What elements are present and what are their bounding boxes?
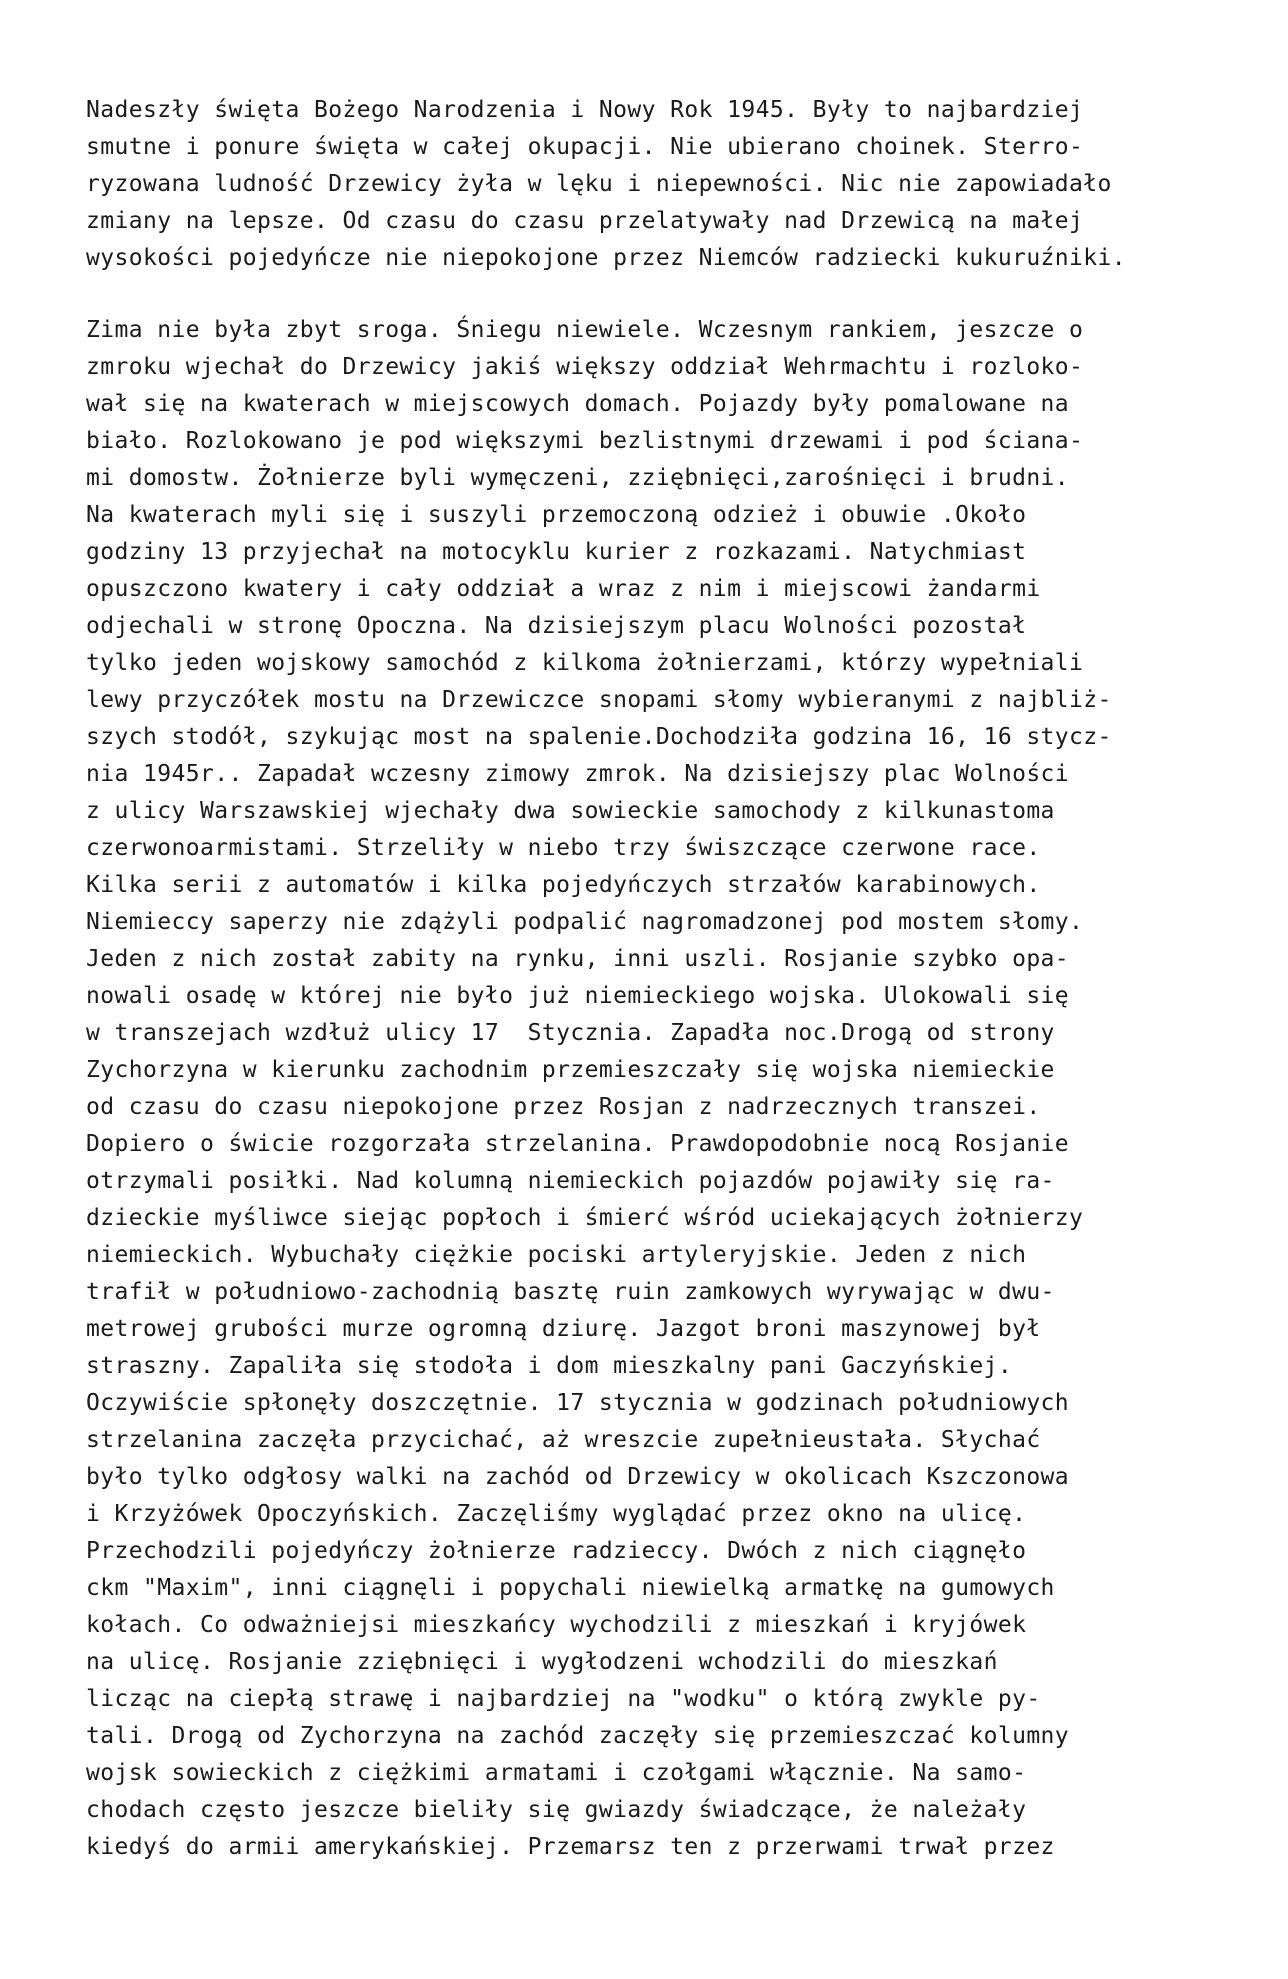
- text-line: czerwonoarmistami. Strzeliły w niebo trzy świszczące czerwone race.: [86, 835, 1041, 861]
- text-line: Niemieccy saperzy nie zdążyli podpalić nagromadzonej pod mostem słomy.: [86, 909, 1084, 935]
- text-line: lewy przyczółek mostu na Drzewiczce snopami słomy wybieranymi z najbliż-: [86, 687, 1112, 713]
- text-line: straszny. Zapaliła się stodoła i dom mieszkalny pani Gaczyńskiej.: [86, 1353, 1013, 1379]
- text-line: dzieckie myśliwce siejąc popłoch i śmierć wśród uciekających żołnierzy: [86, 1205, 1084, 1231]
- text-line: niemieckich. Wybuchały ciężkie pociski artyleryjskie. Jeden z nich: [86, 1242, 1027, 1268]
- text-line: kiedyś do armii amerykańskiej. Przemarsz ten z przerwami trwał przez: [86, 1834, 1055, 1860]
- text-line: i Krzyżówek Opoczyńskich. Zaczęliśmy wyglądać przez okno na ulicę.: [86, 1501, 1027, 1527]
- text-line: trafił w południowo-zachodnią basztę ruin zamkowych wyrywając w dwu-: [86, 1279, 1055, 1305]
- text-line: wysokości pojedyńcze nie niepokojone przez Niemców radziecki kukuruźniki.: [86, 245, 1127, 271]
- text-line: na ulicę. Rosjanie zziębnięci i wygłodzeni wchodzili do mieszkań: [86, 1649, 998, 1675]
- text-line: Oczywiście spłonęły doszczętnie. 17 stycznia w godzinach południowych: [86, 1390, 1070, 1416]
- paragraph-winter-january-1945: [86, 312, 1216, 1866]
- text-line: smutne i ponure święta w całej okupacji. Nie ubierano choinek. Sterro-: [86, 134, 1084, 160]
- text-line: kołach. Co odważniejsi mieszkańcy wychodzili z mieszkań i kryjówek: [86, 1612, 1027, 1638]
- text-line: Przechodzili pojedyńczy żołnierze radzieccy. Dwóch z nich ciągnęło: [86, 1538, 1027, 1564]
- text-line: w transzejach wzdłuż ulicy 17 Stycznia. Zapadła noc.Drogą od strony: [86, 1020, 1055, 1046]
- text-line: biało. Rozlokowano je pod większymi bezlistnymi drzewami i pod ściana-: [86, 428, 1084, 454]
- text-line: strzelanina zaczęła przycichać, aż wreszcie zupełnieustała. Słychać: [86, 1427, 1041, 1453]
- text-line: nowali osadę w której nie było już niemieckiego wojska. Ulokowali się: [86, 983, 1070, 1009]
- text-line: opuszczono kwatery i cały oddział a wraz z nim i miejscowi żandarmi: [86, 576, 1041, 602]
- paragraph-christmas-1945: [86, 92, 1216, 277]
- text-line: godziny 13 przyjechał na motocyklu kurier z rozkazami. Natychmiast: [86, 539, 1027, 565]
- text-line: wał się na kwaterach w miejscowych domach. Pojazdy były pomalowane na: [86, 391, 1070, 417]
- text-line: Kilka serii z automatów i kilka pojedyńczych strzałów karabinowych.: [86, 872, 1041, 898]
- text-line: Jeden z nich został zabity na rynku, inni uszli. Rosjanie szybko opa-: [86, 946, 1070, 972]
- text-line: odjechali w stronę Opoczna. Na dzisiejszym placu Wolności pozostał: [86, 613, 1027, 639]
- text-line: Dopiero o świcie rozgorzała strzelanina. Prawdopodobnie nocą Rosjanie: [86, 1131, 1070, 1157]
- text-line: zmroku wjechał do Drzewicy jakiś większy oddział Wehrmachtu i rozloko-: [86, 354, 1084, 380]
- text-line: Zychorzyna w kierunku zachodnim przemieszczały się wojska niemieckie: [86, 1057, 1055, 1083]
- text-line: tali. Drogą od Zychorzyna na zachód zaczęły się przemieszczać kolumny: [86, 1723, 1070, 1749]
- text-line: otrzymali posiłki. Nad kolumną niemieckich pojazdów pojawiły się ra-: [86, 1168, 1055, 1194]
- text-line: Zima nie była zbyt sroga. Śniegu niewiele. Wczesnym rankiem, jeszcze o: [86, 317, 1084, 343]
- text-line: metrowej grubości murze ogromną dziurę. Jazgot broni maszynowej był: [86, 1316, 1041, 1342]
- text-line: ryzowana ludność Drzewicy żyła w lęku i niepewności. Nic nie zapowiadało: [86, 171, 1112, 197]
- text-line: ckm "Maxim", inni ciągnęli i popychali niewielką armatkę na gumowych: [86, 1575, 1055, 1601]
- text-line: nia 1945r.. Zapadał wczesny zimowy zmrok. Na dzisiejszy plac Wolności: [86, 761, 1070, 787]
- text-line: chodach często jeszcze bieliły się gwiazdy świadczące, że należały: [86, 1797, 1027, 1823]
- text-line: wojsk sowieckich z ciężkimi armatami i czołgami włącznie. Na samo-: [86, 1760, 1027, 1786]
- text-line: od czasu do czasu niepokojone przez Rosjan z nadrzecznych transzei.: [86, 1094, 1041, 1120]
- text-line: Na kwaterach myli się i suszyli przemoczoną odzież i obuwie .Około: [86, 502, 1027, 528]
- text-line: z ulicy Warszawskiej wjechały dwa sowieckie samochody z kilkunastoma: [86, 798, 1055, 824]
- text-line: było tylko odgłosy walki na zachód od Drzewicy w okolicach Kszczonowa: [86, 1464, 1070, 1490]
- text-line: tylko jeden wojskowy samochód z kilkoma żołnierzami, którzy wypełniali: [86, 650, 1084, 676]
- text-line: Nadeszły święta Bożego Narodzenia i Nowy Rok 1945. Były to najbardziej: [86, 97, 1084, 123]
- text-line: zmiany na lepsze. Od czasu do czasu przelatywały nad Drzewicą na małej: [86, 208, 1084, 234]
- text-line: licząc na ciepłą strawę i najbardziej na "wodku" o którą zwykle py-: [86, 1686, 1041, 1712]
- text-line: szych stodół, szykując most na spalenie.Dochodziła godzina 16, 16 stycz-: [86, 724, 1112, 750]
- text-line: mi domostw. Żołnierze byli wymęczeni, zziębnięci,zarośnięci i brudni.: [86, 465, 1070, 491]
